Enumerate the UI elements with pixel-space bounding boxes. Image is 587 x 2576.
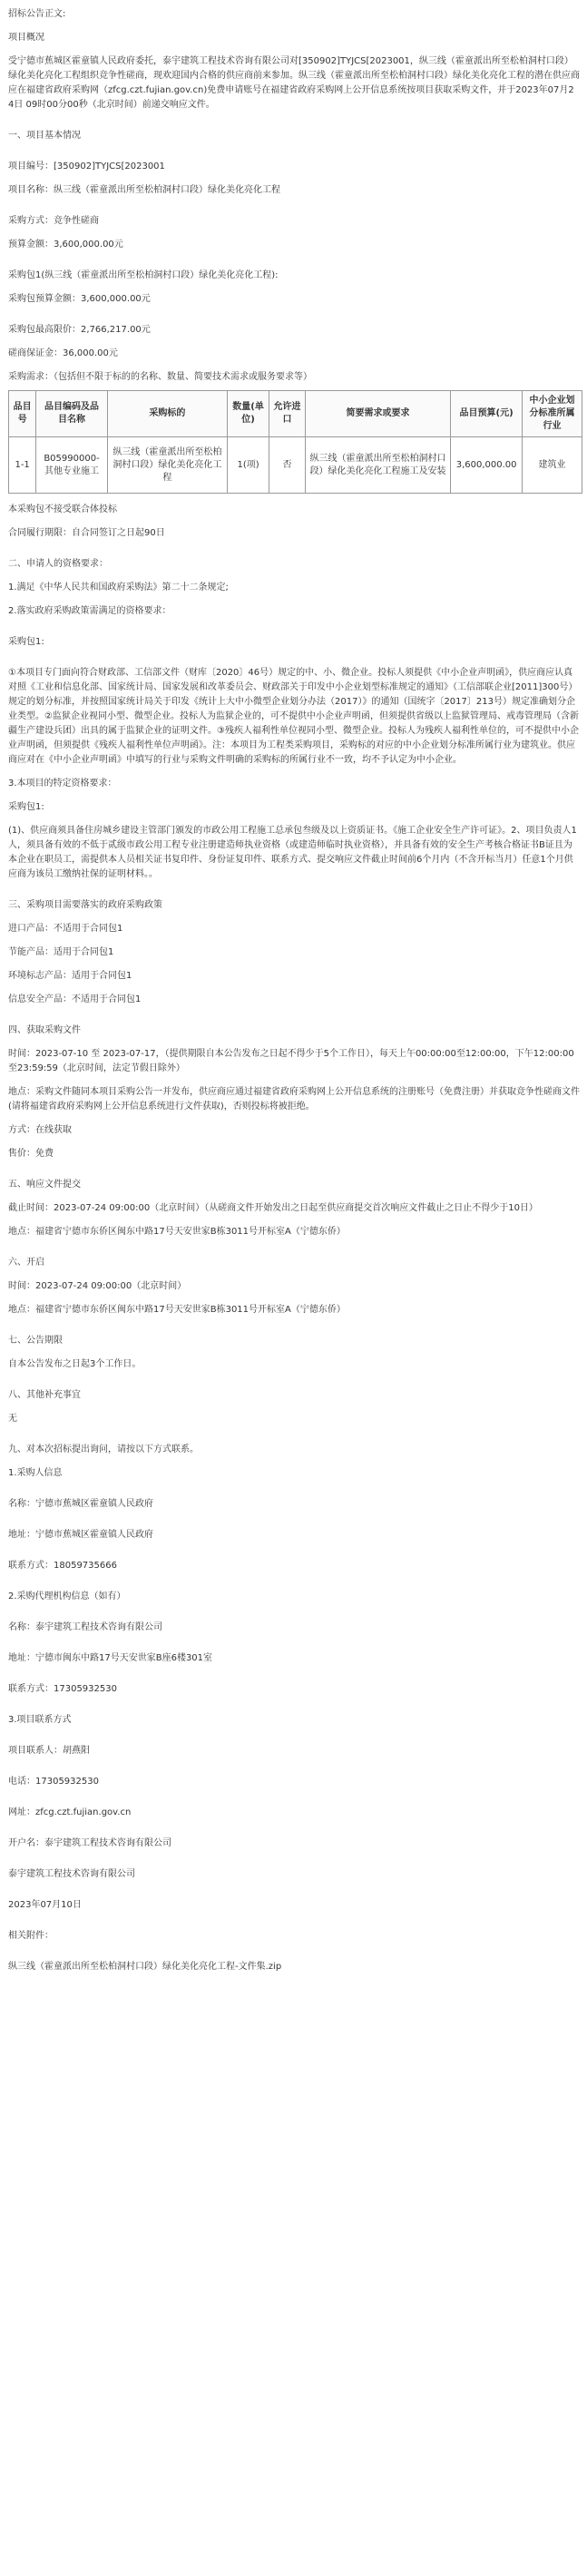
procurement-method: 采购方式：竞争性磋商	[8, 216, 99, 226]
qualification-3: 3.本项目的特定资格要求：	[8, 779, 117, 788]
package-label: 采购包1:	[8, 637, 44, 647]
deposit: 磋商保证金：36,000.00元	[8, 348, 118, 358]
table-header-cell: 品目号	[9, 391, 36, 437]
agent-address: 地址：宁德市闽东中路17号天安世家B座6楼301室	[8, 1653, 213, 1663]
table-header-cell: 数量(单位)	[228, 391, 269, 437]
requirements: 采购需求：（包括但不限于标的的名称、数量、简要技术需求或服务要求等）	[8, 372, 312, 382]
buyer-info-title: 1.采购人信息	[8, 1468, 63, 1478]
agent-info-title: 2.采购代理机构信息（如有）	[8, 1592, 126, 1601]
attachment-file-link[interactable]: 纵三线（霍童派出所至松柏洞村口段）绿化美化亮化工程-文件集.zip	[8, 1962, 282, 1972]
import-products: 进口产品：不适用于合同包1	[8, 924, 123, 934]
buyer-phone: 联系方式：18059735666	[8, 1561, 117, 1571]
special-requirements: (1)、供应商须具备住房城乡建设主管部门颁发的市政公用工程施工总承包叁级及以上资质证书。《施工企业安全生产许可证》。2、项目负责人1人，须具备有效的不低于贰级市政公用工程专业注册建造师执业资格（或建造师临时执业资格），并具备有效的安全生产考核合格证书B证且为本企业在职员工，需提供本人员相关证书复印件、身份证复印件、联系方式、提交响应文件截止时间前6个月内（不含开标当月）任意1个月供应商为该员工缴纳社保的证明材料。。	[8, 826, 577, 879]
package-title: 采购包1(纵三线（霍童派出所至松柏洞村口段）绿化美化亮化工程):	[8, 270, 279, 280]
sme-policy: ①本项目专门面向符合财政部、工信部文件（财库〔2020〕46号）规定的中、小、微企业。投标人须提供《中小企业声明函》，供应商应认真对照《工业和信息化部、国家统计局、国家发展和改革委员会、财政部关于印发中小企业划型标准规定的通知》（工信部联企业[2011]300号）规定的划分标准，并按照国家统计局关于印发《统计上大中小微型企业划分办法（2017）》的通知（国统字〔2017〕213号）规定准确划分企业类型。②监狱企业视同小型、微型企业。投标人为监狱企业的，可不提供中小企业声明函，但须提供省级以上监狱管理局、戒毒管理局（含新疆生产建设兵团）出具的属于监狱企业的证明文件。③残疾人福利性单位视同小型、微型企业。投标人为残疾人福利性单位的，可不提供中小企业声明函，但须提供《残疾人福利性单位声明函》。注：本项目为工程类采购项目，采购标的对应的中小企业划分标准所属行业为建筑业。供应商应对在《中小企业声明函》中填写的行业与采购文件明确的采购标的所属行业不一致，均不予认定为中小企业。	[8, 668, 579, 765]
table-header-cell: 采购标的	[107, 391, 227, 437]
section6-heading: 六、开启	[8, 1258, 44, 1268]
section2-heading: 二、申请人的资格要求：	[8, 559, 108, 569]
table-cell: 纵三线（霍童派出所至松柏洞村口段）绿化美化亮化工程施工及安装	[305, 437, 450, 494]
footer-company: 泰宇建筑工程技术咨询有限公司	[8, 1869, 135, 1879]
obtain-time: 时间：2023-07-10 至 2023-07-17，（提供期限自本公告发布之日起不得少于5个工作日），每天上午00:00:00至12:00:00，下午12:00:00至23:59:59（北京时间，法定节假日除外）	[8, 1049, 574, 1073]
qualification-2: 2.落实政府采购政策需满足的资格要求：	[8, 606, 171, 616]
environment-products: 环境标志产品：适用于合同包1	[8, 971, 132, 981]
obtain-price: 售价：免费	[8, 1149, 54, 1159]
section4-heading: 四、获取采购文件	[8, 1025, 81, 1035]
overview-text: 受宁德市蕉城区霍童镇人民政府委托，泰宇建筑工程技术咨询有限公司对[350902]TYJCS[2023001，纵三线（霍童派出所至松柏洞村口段）绿化美化亮化工程组织竞争性磋商，现欢迎国内合格的供应商前来参加。纵三线（霍童派出所至松柏洞村口段）绿化美化亮化工程的潜在供应商应在福建省政府采购网（zfcg.czt.fujian.gov.cn)免费申请账号在福建省政府采购网上公开信息系统按项目获取采购文件，并于2023年07月24日 09时00分00秒（北京时间）前递交响应文件。	[8, 56, 580, 110]
submit-deadline: 截止时间：2023-07-24 09:00:00（北京时间）（从磋商文件开始发出之日起至供应商提交首次响应文件截止之日止不得少于10日）	[8, 1203, 538, 1213]
section9-heading: 九、对本次招标提出询问，请按以下方式联系。	[8, 1445, 199, 1455]
table-row	[9, 437, 582, 494]
project-name: 项目名称：纵三线（霍童派出所至松柏洞村口段）绿化美化亮化工程	[8, 185, 280, 195]
buyer-address: 地址：宁德市蕉城区霍童镇人民政府	[8, 1530, 153, 1540]
website-link[interactable]: 网址：zfcg.czt.fujian.gov.cn	[8, 1807, 132, 1817]
buyer-name: 名称：宁德市蕉城区霍童镇人民政府	[8, 1499, 153, 1509]
account-name: 开户名：泰宇建筑工程技术咨询有限公司	[8, 1838, 171, 1848]
qualification-1: 1.满足《中华人民共和国政府采购法》第二十二条规定;	[8, 583, 229, 593]
overview-heading: 项目概况	[8, 33, 44, 43]
notice-period: 自本公告发布之日起3个工作日。	[8, 1359, 142, 1369]
opening-place: 地点：福建省宁德市东侨区闽东中路17号天安世家B栋3011号开标室A（宁德东侨）	[8, 1305, 346, 1315]
other-matters: 无	[8, 1414, 17, 1424]
obtain-way: 方式：在线获取	[8, 1125, 72, 1135]
table-cell: 否	[269, 437, 306, 494]
section7-heading: 七、公告期限	[8, 1336, 63, 1346]
footer-date: 2023年07月10日	[8, 1900, 82, 1910]
section1-heading: 一、项目基本情况	[8, 131, 81, 141]
contact-person: 项目联系人：胡燕阳	[8, 1746, 90, 1756]
table-cell: 纵三线（霍童派出所至松柏洞村口段）绿化美化亮化工程	[107, 437, 227, 494]
table-header-cell: 中小企业划分标准所属行业	[523, 391, 582, 437]
section3-heading: 三、采购项目需要落实的政府采购政策	[8, 900, 162, 910]
table-header-cell: 简要需求或要求	[305, 391, 450, 437]
table-header-cell: 品目编码及品目名称	[36, 391, 107, 437]
energy-products: 节能产品：适用于合同包1	[8, 947, 114, 957]
document	[8, 7, 580, 1974]
agent-name: 名称：泰宇建筑工程技术咨询有限公司	[8, 1622, 162, 1632]
budget-amount: 预算金额：3,600,000.00元	[8, 240, 123, 250]
contact-phone: 电话：17305932530	[8, 1777, 99, 1787]
section5-heading: 五、响应文件提交	[8, 1180, 81, 1190]
infosec-products: 信息安全产品：不适用于合同包1	[8, 994, 142, 1004]
contact-title: 3.项目联系方式	[8, 1715, 72, 1725]
contract-period: 合同履行期限：自合同签订之日起90日	[8, 528, 165, 538]
section8-heading: 八、其他补充事宜	[8, 1390, 81, 1400]
submit-place: 地点：福建省宁德市东侨区闽东中路17号天安世家B栋3011号开标室A（宁德东侨）	[8, 1227, 346, 1237]
table-cell: 建筑业	[523, 437, 582, 494]
obtain-place: 地点：采购文件随同本项目采购公告一并发布，供应商应通过福建省政府采购网上公开信息系统的注册账号（免费注册）并获取竞争性磋商文件(请将福建省政府采购网上公开信息系统进行文件获取)，否则投标将被拒绝。	[8, 1087, 580, 1112]
table-cell: 1(项)	[228, 437, 269, 494]
table-cell: 3,600,000.00	[451, 437, 523, 494]
project-number: 项目编号：[350902]TYJCS[2023001	[8, 162, 165, 171]
notice-title: 招标公告正文:	[8, 9, 66, 19]
table-cell: 1-1	[9, 437, 36, 494]
opening-time: 时间：2023-07-24 09:00:00（北京时间）	[8, 1281, 187, 1291]
attachments-label: 相关附件：	[8, 1931, 54, 1941]
max-price: 采购包最高限价：2,766,217.00元	[8, 325, 151, 335]
table-header-cell: 品目预算(元)	[451, 391, 523, 437]
agent-phone: 联系方式：17305932530	[8, 1684, 117, 1694]
table-cell: B05990000-其他专业施工	[36, 437, 107, 494]
no-consortium: 本采购包不接受联合体投标	[8, 504, 117, 514]
package-budget: 采购包预算金额：3,600,000.00元	[8, 294, 151, 304]
items-table	[8, 390, 582, 494]
table-header-cell: 允许进口	[269, 391, 306, 437]
table-header-row	[9, 391, 582, 437]
package-label: 采购包1:	[8, 802, 44, 812]
